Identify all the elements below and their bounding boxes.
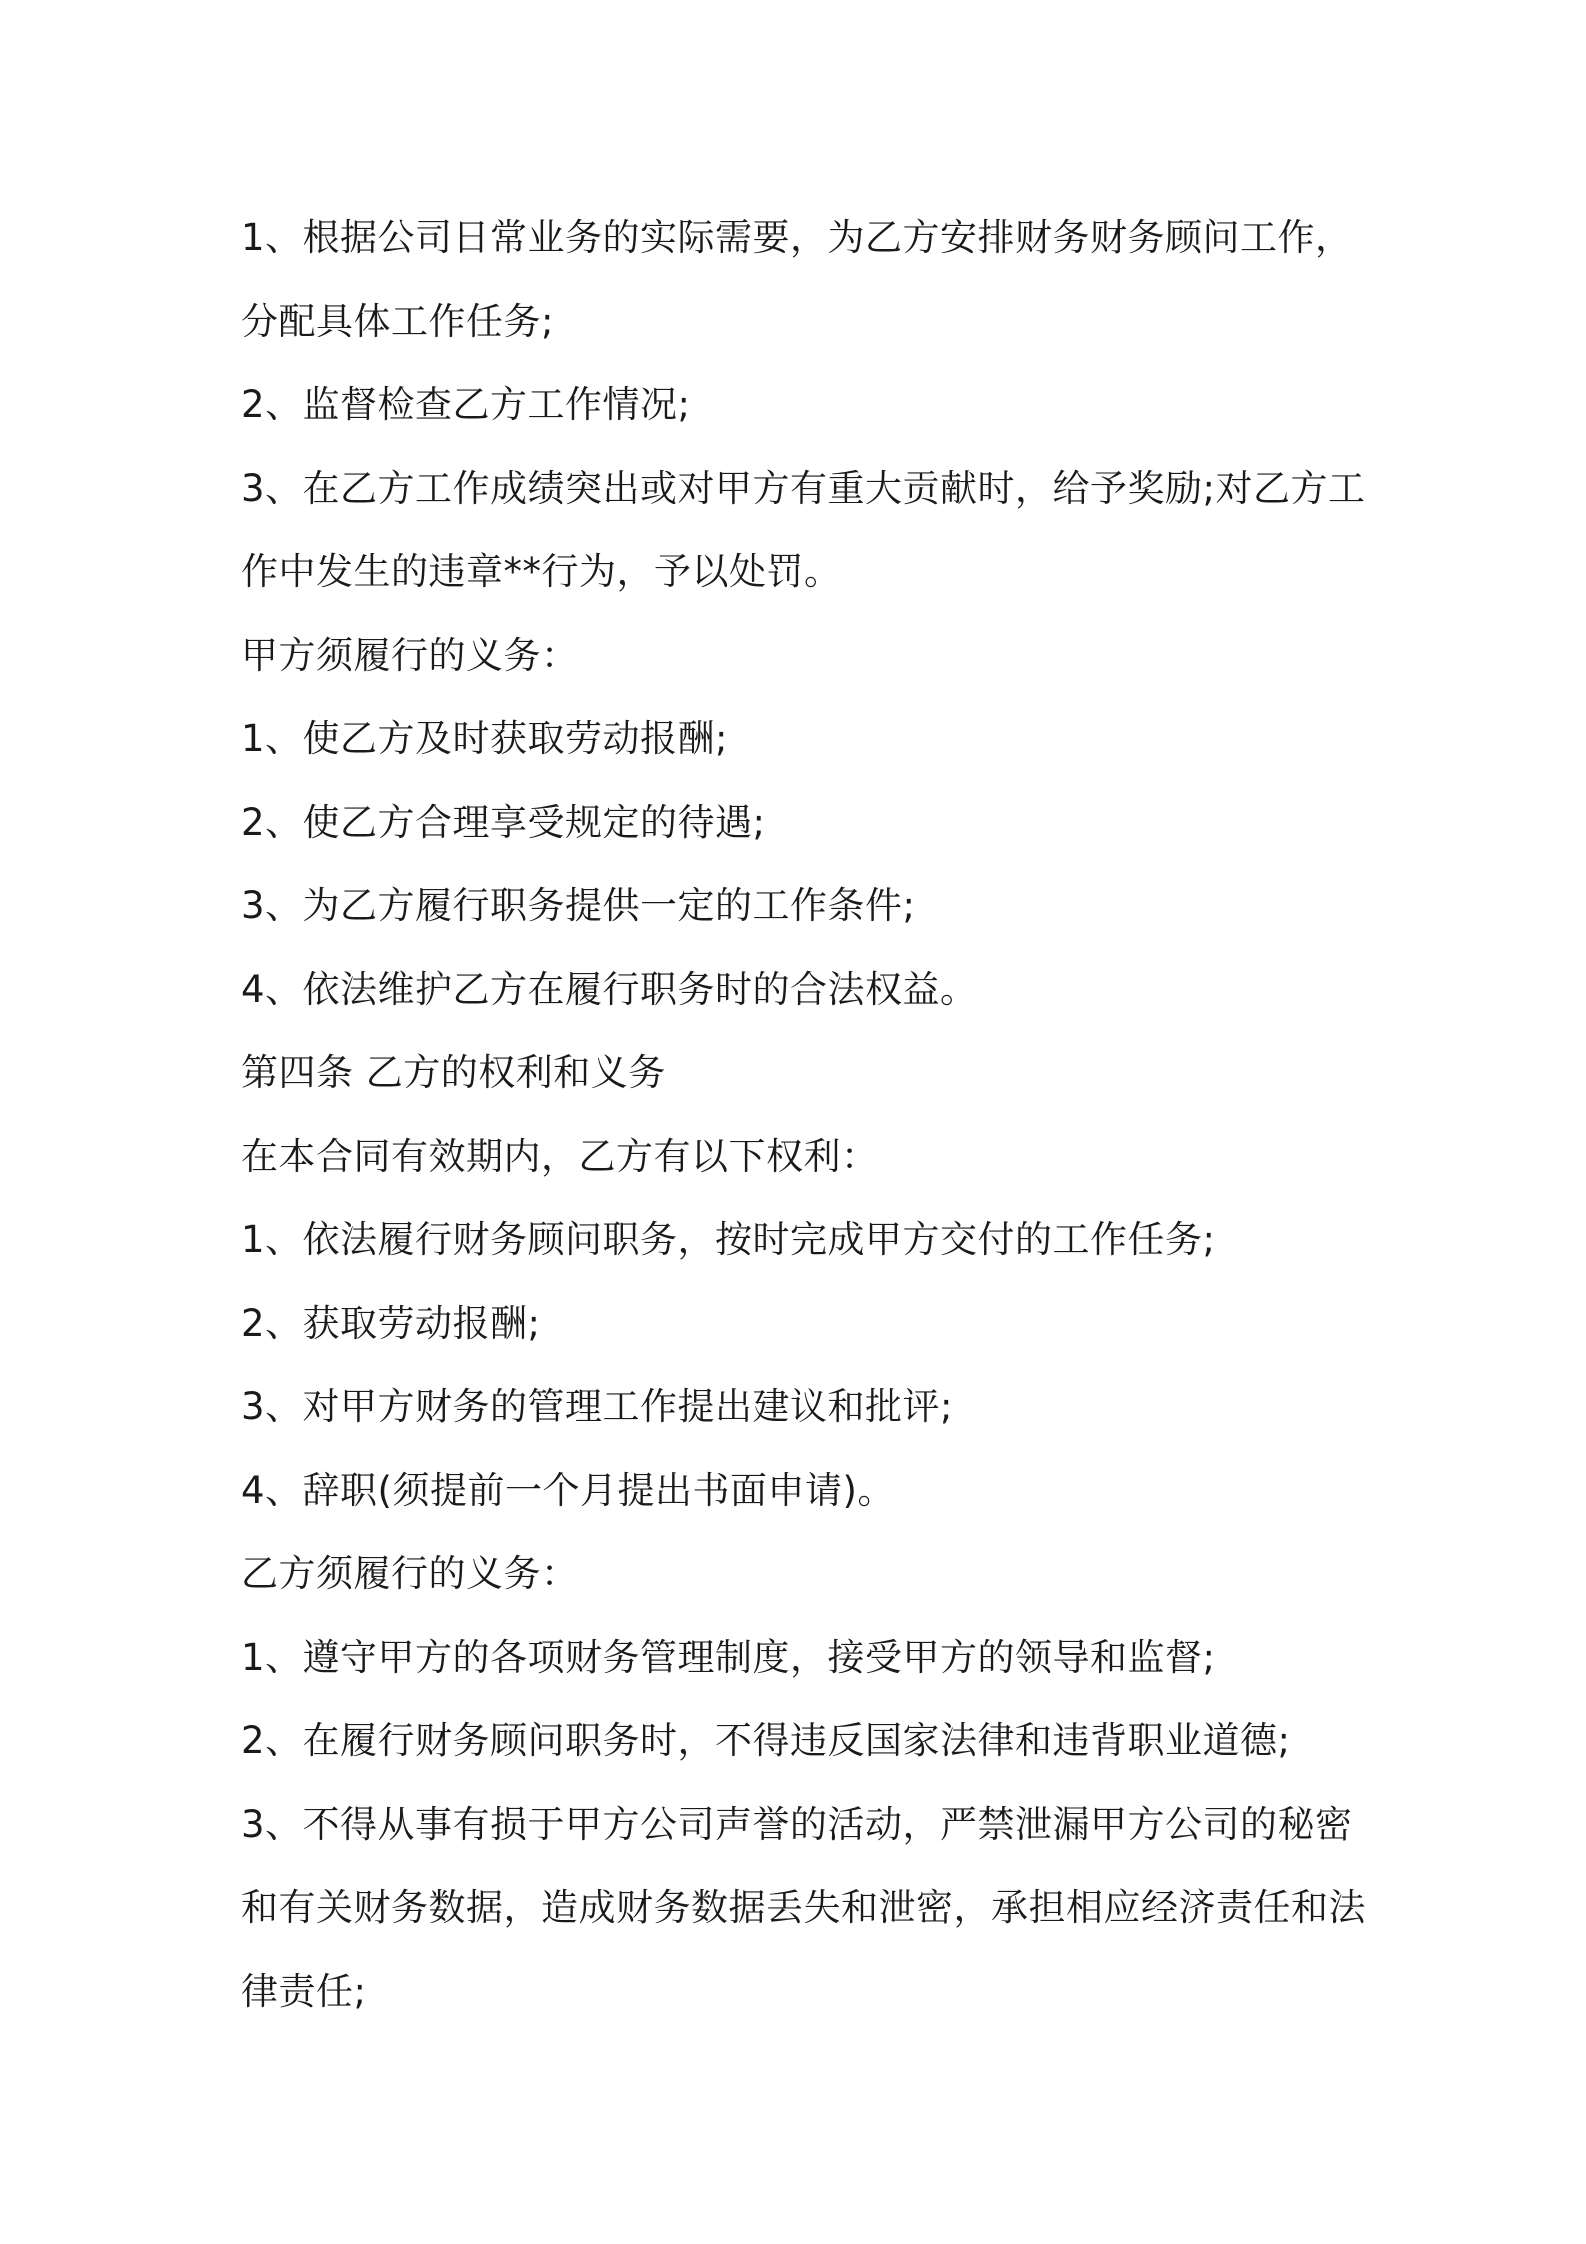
text-line: 4、依法维护乙方在履行职务时的合法权益。 [241, 967, 978, 1011]
text-line: 2、获取劳动报酬; [241, 1301, 541, 1345]
text-line: 1、使乙方及时获取劳动报酬; [241, 717, 729, 760]
article-heading: 第四条 乙方的权利和义务 [241, 1051, 666, 1094]
text-line: 1、根据公司日常业务的实际需要，为乙方安排财务财务顾问工作， [241, 216, 1353, 259]
text-line: 1、遵守甲方的各项财务管理制度，接受甲方的领导和监督; [241, 1635, 1216, 1679]
section-heading: 乙方须履行的义务： [241, 1552, 579, 1595]
section-heading: 在本合同有效期内，乙方有以下权利： [241, 1134, 879, 1178]
text-line: 3、为乙方履行职务提供一定的工作条件; [241, 884, 916, 927]
text-line: 作中发生的违章**行为，予以处罚。 [241, 550, 842, 593]
text-line: 2、监督检查乙方工作情况; [241, 383, 691, 426]
text-line: 分配具体工作任务; [241, 299, 554, 343]
text-line: 4、辞职(须提前一个月提出书面申请)。 [241, 1468, 895, 1512]
text-line: 3、在乙方工作成绩突出或对甲方有重大贡献时，给予奖励;对乙方工 [241, 466, 1366, 510]
text-line: 3、对甲方财务的管理工作提出建议和批评; [241, 1385, 954, 1428]
text-line: 律责任; [241, 1969, 367, 2013]
document-body [241, 196, 1366, 2033]
text-line: 1、依法履行财务顾问职务，按时完成甲方交付的工作任务; [241, 1218, 1216, 1261]
text-line: 3、不得从事有损于甲方公司声誉的活动，严禁泄漏甲方公司的秘密 [241, 1802, 1353, 1846]
text-line: 和有关财务数据，造成财务数据丢失和泄密，承担相应经济责任和法 [241, 1886, 1366, 1929]
text-line: 2、在履行财务顾问职务时，不得违反国家法律和违背职业道德; [241, 1719, 1291, 1762]
section-heading: 甲方须履行的义务： [241, 633, 579, 677]
text-line: 2、使乙方合理享受规定的待遇; [241, 800, 766, 844]
